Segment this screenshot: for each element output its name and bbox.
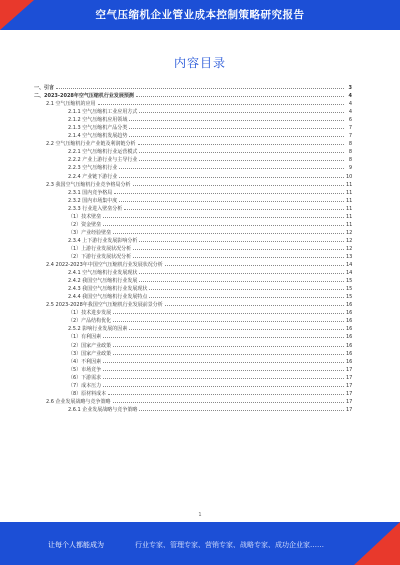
toc-leader-dots [136, 96, 344, 97]
toc-leader-dots [165, 265, 344, 266]
toc-leader-dots [103, 337, 344, 338]
toc-entry-page: 10 [346, 173, 353, 180]
toc-leader-dots [103, 225, 344, 226]
toc-leader-dots [119, 177, 344, 178]
toc-entry-label: 2.1 空气压缩机的应用 [46, 101, 96, 108]
toc-leader-dots [133, 257, 344, 258]
toc-entry-label: （2）国家产业政策 [68, 342, 112, 349]
toc-entry-page: 16 [346, 310, 353, 317]
toc-entry-label: 2.1.3 空气压缩机产品分类 [68, 125, 128, 132]
toc-leader-dots [119, 201, 344, 202]
toc-entry-page: 11 [346, 221, 353, 228]
toc-entry-label: （5）市场竞争 [68, 366, 102, 373]
toc-entry-page: 11 [346, 189, 353, 196]
toc-entry-page: 16 [346, 318, 353, 325]
toc-leader-dots [129, 136, 344, 137]
toc-entry[interactable] [34, 333, 352, 341]
toc-leader-dots [124, 209, 344, 210]
toc-entry-page: 16 [346, 326, 353, 333]
toc-entry[interactable] [34, 164, 352, 172]
toc-entry[interactable] [34, 398, 352, 406]
toc-entry-label: 2.3 我国空气压缩机行业竞争格局分析 [46, 181, 131, 188]
toc-entry[interactable] [34, 148, 352, 156]
toc-entry[interactable] [34, 229, 352, 237]
toc-leader-dots [56, 88, 344, 89]
toc-entry-page: 17 [346, 366, 353, 373]
toc-entry-page: 17 [346, 374, 353, 381]
footer-description: 行业专家、管理专家、营销专家、战略专家、成功企业家…… [135, 541, 324, 549]
toc-entry[interactable] [34, 285, 352, 293]
toc-entry-page: 4 [348, 109, 352, 116]
toc-entry[interactable] [34, 92, 352, 100]
toc-entry-label: 2.4.3 我国空气压缩机行业发展现状 [68, 286, 148, 293]
toc-leader-dots [139, 281, 344, 282]
toc-entry-page: 11 [346, 213, 353, 220]
toc-entry-page: 9 [348, 165, 352, 172]
toc-entry-label: （1）技术进步发展 [68, 310, 112, 317]
toc-entry-label: （2）下游行业发展状况分析 [68, 253, 132, 260]
toc-entry-page: 11 [346, 181, 353, 188]
footer-slogan: 让每个人都能成为 [48, 541, 104, 549]
toc-entry[interactable] [34, 277, 352, 285]
toc-entry-label: （8）原材料成本 [68, 390, 107, 397]
page-number: 1 [198, 512, 202, 518]
toc-leader-dots [103, 370, 344, 371]
toc-entry-page: 8 [348, 141, 352, 148]
toc-entry-page: 15 [346, 286, 353, 293]
toc-entry[interactable] [34, 358, 352, 366]
toc-leader-dots [114, 193, 344, 194]
toc-leader-dots [98, 104, 344, 105]
toc-entry-label: 2.1.2 空气压缩机应用领域 [68, 117, 128, 124]
toc-entry-label: （3）产业经验壁垒 [68, 229, 112, 236]
toc-entry[interactable] [34, 293, 352, 301]
toc-entry-page: 12 [346, 229, 353, 236]
toc-entry-page: 16 [346, 350, 353, 357]
toc-entry-page: 17 [346, 390, 353, 397]
toc-entry-label: 2.4 2022-2023年中国空气压缩机行业发展状况分析 [46, 262, 163, 269]
toc-leader-dots [139, 160, 344, 161]
toc-entry[interactable] [34, 317, 352, 325]
toc-entry[interactable] [34, 124, 352, 132]
toc-entry-page: 4 [348, 93, 352, 100]
toc-entry[interactable] [34, 342, 352, 350]
toc-entry-label: 2.3.2 国内市场集中度 [68, 197, 118, 204]
toc-leader-dots [103, 217, 344, 218]
toc-leader-dots [113, 346, 344, 347]
toc-leader-dots [113, 313, 344, 314]
toc-entry-page: 11 [346, 197, 353, 204]
toc-entry[interactable] [34, 245, 352, 253]
toc-leader-dots [113, 321, 344, 322]
toc-entry[interactable] [34, 301, 352, 309]
toc-entry-page: 16 [346, 358, 353, 365]
toc-entry-label: （4）不利因素 [68, 358, 102, 365]
toc-entry[interactable] [34, 84, 352, 92]
toc-entry-page: 4 [348, 101, 352, 108]
toc-entry-label: 2.5.2 影响行业发展的因素 [68, 326, 128, 333]
toc-leader-dots [138, 144, 344, 145]
toc-entry-label: 2.6 企业发展战略与竞争策略 [46, 398, 111, 405]
toc-entry-label: 2.2.4 产业链下游行业 [68, 173, 118, 180]
toc-entry-page: 15 [346, 278, 353, 285]
toc-leader-dots [139, 410, 344, 411]
toc-entry-label: 2.6.1 企业发展战略与竞争策略 [68, 406, 138, 413]
toc-entry[interactable] [34, 189, 352, 197]
page-header [0, 0, 400, 30]
toc-leader-dots [103, 362, 344, 363]
toc-leader-dots [103, 386, 344, 387]
toc-leader-dots [129, 120, 344, 121]
toc-entry[interactable] [34, 205, 352, 213]
toc-entry[interactable] [34, 382, 352, 390]
toc-leader-dots [129, 128, 344, 129]
toc-leader-dots [108, 394, 344, 395]
toc-entry-label: 2.2 空气压缩机行业产业链及利润链分析 [46, 141, 136, 148]
toc-entry-label: （3）国家产业政策 [68, 350, 112, 357]
toc-leader-dots [139, 241, 344, 242]
toc-entry-label: 2.3.3 行业进入壁垒分析 [68, 205, 123, 212]
toc-leader-dots [165, 305, 344, 306]
toc-entry-page: 6 [348, 117, 352, 124]
toc-entry-page: 15 [346, 294, 353, 301]
toc-entry-label: （7）成本压力 [68, 382, 102, 389]
toc-entry-label: 二、2023-2028年空气压缩机行业发展预测 [34, 93, 134, 100]
toc-heading: 内容目录 [173, 56, 226, 70]
toc-entry-label: （1）上游行业发展状况分析 [68, 245, 132, 252]
toc-entry-page: 13 [346, 253, 353, 260]
toc-entry-label: 2.3.4 上下游行业发展影响分析 [68, 237, 138, 244]
toc-entry[interactable] [34, 237, 352, 245]
toc-leader-dots [129, 329, 344, 330]
page-footer [0, 522, 400, 565]
toc-entry-label: 2.4.2 我国空气压缩机行业发展 [68, 278, 138, 285]
toc-entry[interactable] [34, 116, 352, 124]
toc-entry-page: 17 [346, 382, 353, 389]
toc-leader-dots [113, 233, 344, 234]
toc-entry[interactable] [34, 197, 352, 205]
toc-entry-label: 2.2.2 产业上游行业与主导行业 [68, 157, 138, 164]
toc-entry-page: 7 [348, 133, 352, 140]
toc-entry-label: 2.2.1 空气压缩机行业运营模式 [68, 149, 138, 156]
toc-leader-dots [149, 297, 344, 298]
toc-entry-page: 12 [346, 245, 353, 252]
toc-entry-label: 2.3.1 国内竞争格局 [68, 189, 113, 196]
toc-entry[interactable] [34, 253, 352, 261]
toc-entry-page: 3 [348, 85, 352, 91]
toc-entry[interactable] [34, 374, 352, 382]
toc-leader-dots [139, 273, 344, 274]
toc-entry-label: 2.1.4 空气压缩机发展趋势 [68, 133, 128, 140]
toc-entry[interactable] [34, 173, 352, 181]
toc-leader-dots [103, 378, 344, 379]
toc-entry[interactable] [34, 309, 352, 317]
toc-leader-dots [113, 354, 344, 355]
report-title: 空气压缩机企业管业成本控制策略研究报告 [95, 9, 305, 21]
toc-leader-dots [133, 185, 344, 186]
toc-entry-label: 2.1.1 空气压缩机工业应用方式 [68, 109, 138, 116]
toc-entry-page: 14 [346, 262, 353, 269]
toc-entry-label: （6）下游需求 [68, 374, 102, 381]
toc-leader-dots [139, 112, 344, 113]
toc-leader-dots [149, 289, 344, 290]
toc-entry[interactable] [34, 108, 352, 116]
toc-entry-page: 17 [346, 398, 353, 405]
toc-entry-label: 一、引言 [34, 85, 55, 91]
toc-entry-label: （2）产品结构优化 [68, 318, 112, 325]
toc-entry-page: 7 [348, 125, 352, 132]
toc-entry-page: 11 [346, 205, 353, 212]
toc-entry-label: （2）资金壁垒 [68, 221, 102, 228]
toc-entry-label: （1）有利因素 [68, 334, 102, 341]
toc-entry-page: 8 [348, 149, 352, 156]
toc-entry-page: 14 [346, 270, 353, 277]
toc-entry[interactable] [34, 156, 352, 164]
toc-entry-label: 2.4.4 我国空气压缩机行业发展特点 [68, 294, 148, 301]
toc-entry-page: 8 [348, 157, 352, 164]
toc-entry[interactable] [34, 269, 352, 277]
toc-entry-page: 16 [346, 334, 353, 341]
toc-leader-dots [119, 168, 344, 169]
toc-entry-label: 2.2.3 空气压缩机行业 [68, 165, 118, 172]
toc-leader-dots [139, 152, 344, 153]
toc-entry-page: 12 [346, 237, 353, 244]
toc-entry[interactable] [34, 325, 352, 333]
toc-entry[interactable] [34, 366, 352, 374]
toc-entry-label: （1）技术壁垒 [68, 213, 102, 220]
toc-entry-label: 2.4.1 空气压缩机行业发展现状 [68, 270, 138, 277]
toc-entry[interactable] [34, 181, 352, 189]
toc-entry[interactable] [34, 213, 352, 221]
toc-entry[interactable] [34, 140, 352, 148]
footer-corner-accent [354, 522, 400, 565]
toc-entry-label: 2.5 2023-2028年我国空气压缩机行业发展前景分析 [46, 302, 163, 309]
toc-entry-page: 16 [346, 302, 353, 309]
toc-entry[interactable] [34, 390, 352, 398]
toc-entry-page: 17 [346, 406, 353, 413]
toc-entry[interactable] [34, 261, 352, 269]
toc-leader-dots [113, 402, 344, 403]
toc-entry[interactable] [34, 406, 352, 414]
table-of-contents [34, 84, 352, 414]
toc-entry[interactable] [34, 100, 352, 108]
toc-entry[interactable] [34, 221, 352, 229]
toc-entry[interactable] [34, 350, 352, 358]
toc-entry-page: 16 [346, 342, 353, 349]
toc-leader-dots [133, 249, 344, 250]
toc-entry[interactable] [34, 132, 352, 140]
